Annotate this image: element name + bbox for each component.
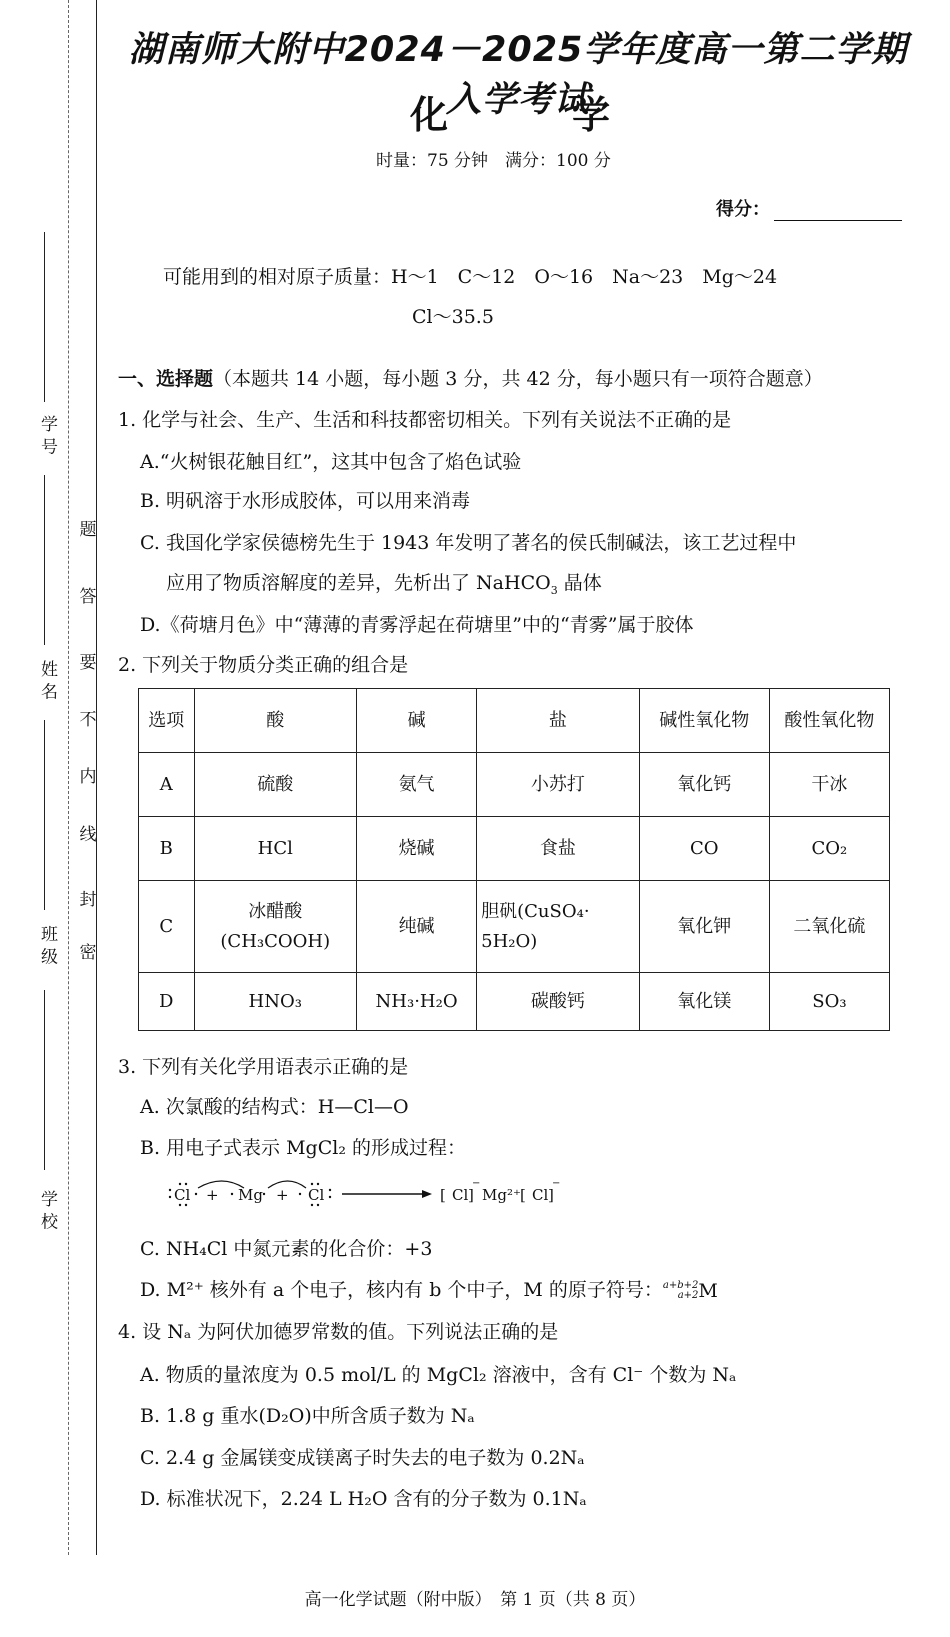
table-row [139,753,890,817]
q1-option-c-line1: C. 我国化学家侯德榜先生于 1943 年发明了著名的侯氏制碱法，该工艺过程中 [140,532,797,554]
nuclide-symbol [663,1280,718,1302]
table-cell: B [139,817,195,881]
cell-line: (CH₃COOH) [220,930,331,952]
table-cell: 氧化镁 [639,973,769,1031]
table-cell: A [139,753,195,817]
label-school: 学 校 [37,1190,57,1230]
table-cell: 氧化钙 [639,753,769,817]
table-cell [477,881,640,973]
q1-option-c-line2: 应用了物质溶解度的差异，先析出了 NaHCO$_3$ 晶体 [166,572,602,597]
electron-formula-diagram [160,1172,600,1218]
seal-char: 线 [79,825,97,845]
cell-line: 冰醋酸 [248,900,303,922]
table-row [139,973,890,1031]
cl-atom: Cl [308,1186,325,1204]
table-cell: 烧碱 [357,817,477,881]
classification-table [138,688,890,1031]
score-blank[interactable] [774,202,902,221]
table-cell: SO₃ [769,973,889,1031]
plus-sign: + [276,1186,289,1204]
label-name: 姓 名 [37,660,57,700]
label-student-id: 学 号 [37,415,57,455]
q3-stem: 3. 下列有关化学用语表示正确的是 [118,1056,409,1078]
margin-dashed-line [68,0,69,1555]
table-cell: 食盐 [477,817,640,881]
seal-char: 答 [79,587,97,607]
svg-text:]: ] [548,1186,554,1204]
table-row [139,817,890,881]
svg-text:[: [ [520,1186,526,1204]
exam-title: 湖南师大附中2024－2025学年度高一第二学期入学考试 [128,30,908,120]
q2-stem: 2. 下列关于物质分类正确的组合是 [118,654,409,676]
q3-d-text: D. M²⁺ 核外有 a 个电子，核内有 b 个中子，M 的原子符号： [140,1279,663,1301]
table-header: 酸性氧化物 [769,689,889,753]
q3-option-a: A. 次氯酸的结构式：H—Cl—O [140,1096,409,1118]
q4-option-d: D. 标准状况下，2.24 L H₂O 含有的分子数为 0.1Nₐ [140,1488,587,1510]
q4-option-b: B. 1.8 g 重水(D₂O)中所含质子数为 Nₐ [140,1405,475,1427]
q4-option-c: C. 2.4 g 金属镁变成镁离子时失去的电子数为 0.2Nₐ [140,1447,585,1469]
svg-text:]: ] [468,1186,474,1204]
table-cell: 二氧化硫 [769,881,889,973]
atomic-masses-line1: 可能用到的相对原子质量：H～1 C～12 O～16 Na～23 Mg～24 [163,266,778,288]
seal-char: 不 [79,710,97,730]
svg-text:−: − [472,1178,481,1189]
atomic-number: a+2 [677,1290,699,1301]
atomic-masses-line2: Cl～35.5 [412,306,494,328]
subject-title [410,84,610,139]
score-field [716,195,902,221]
section-note: （本题共 14 小题，每小题 3 分，共 42 分，每小题只有一项符合题意） [213,368,823,390]
table-cell: 纯碱 [357,881,477,973]
table-cell: 碳酸钙 [477,973,640,1031]
q3-option-c: C. NH₄Cl 中氮元素的化合价：+3 [140,1238,433,1260]
section-heading [118,364,823,391]
plus-sign: + [206,1186,219,1204]
table-cell: C [139,881,195,973]
cl-ion: Cl [452,1186,469,1204]
q1-option-a: A.“火树银花触目红”，这其中包含了焰色试验 [140,451,522,473]
section-title: 一、选择题 [118,368,214,390]
q3-option-d [140,1275,718,1302]
table-cell: 硫酸 [194,753,357,817]
table-cell: HNO₃ [194,973,357,1031]
subject-char: 化 [410,93,449,137]
student-id-blank [44,232,45,402]
table-cell [194,881,357,973]
q1-c-tail: 晶体 [557,572,602,594]
table-header: 酸 [194,689,357,753]
table-cell: CO [639,817,769,881]
class-blank [44,720,45,910]
school-blank [44,990,45,1170]
table-header: 盐 [477,689,640,753]
q1-option-d: D.《荷塘月色》中“薄薄的青雾浮起在荷塘里”中的“青雾”属于胶体 [140,614,694,636]
score-label: 得分： [716,199,770,220]
seal-char: 密 [79,943,97,963]
seal-char: 题 [79,520,97,540]
table-cell: 小苏打 [477,753,640,817]
element-symbol: M [698,1280,718,1302]
q3-option-b: B. 用电子式表示 MgCl₂ 的形成过程： [140,1137,466,1159]
table-cell: D [139,973,195,1031]
table-header: 选项 [139,689,195,753]
svg-text:[: [ [440,1186,446,1204]
label-class: 班 级 [37,925,57,965]
table-header: 碱 [357,689,477,753]
seal-char: 内 [79,767,97,787]
table-row [139,881,890,973]
cell-line: 胆矾(CuSO₄· [481,900,590,922]
q4-stem: 4. 设 Nₐ 为阿伏加德罗常数的值。下列说法正确的是 [118,1321,559,1343]
name-blank [44,475,45,645]
mg-ion: Mg²⁺ [482,1186,521,1204]
subject-char: 学 [571,93,610,137]
seal-char: 封 [79,890,97,910]
q1-stem: 1. 化学与社会、生产、生活和科技都密切相关。下列有关说法不正确的是 [118,409,732,431]
seal-char: 要 [79,653,97,673]
q4-option-a: A. 物质的量浓度为 0.5 mol/L 的 MgCl₂ 溶液中，含有 Cl⁻ 个数为 Nₐ [140,1364,737,1386]
table-cell: NH₃·H₂O [357,973,477,1031]
page-footer: 高一化学试题（附中版） 第 1 页（共 8 页） [304,1590,646,1610]
table-cell: 氧化钾 [639,881,769,973]
table-cell: 氨气 [357,753,477,817]
table-header: 碱性氧化物 [639,689,769,753]
mass-number: a+b+2 [662,1280,699,1291]
table-cell: CO₂ [769,817,889,881]
table-cell: HCl [194,817,357,881]
cl-atom: Cl [174,1186,191,1204]
svg-text:−: − [552,1178,561,1189]
table-header-row [139,689,890,753]
q1-option-b: B. 明矾溶于水形成胶体，可以用来消毒 [140,490,471,512]
q1-c-text: 应用了物质溶解度的差异，先析出了 NaHCO [166,572,551,594]
table-cell: 干冰 [769,753,889,817]
mg-atom: Mg [238,1186,263,1204]
exam-meta: 时量：75 分钟 满分：100 分 [376,151,611,171]
cl-ion: Cl [532,1186,549,1204]
cell-line: 5H₂O) [481,930,538,952]
